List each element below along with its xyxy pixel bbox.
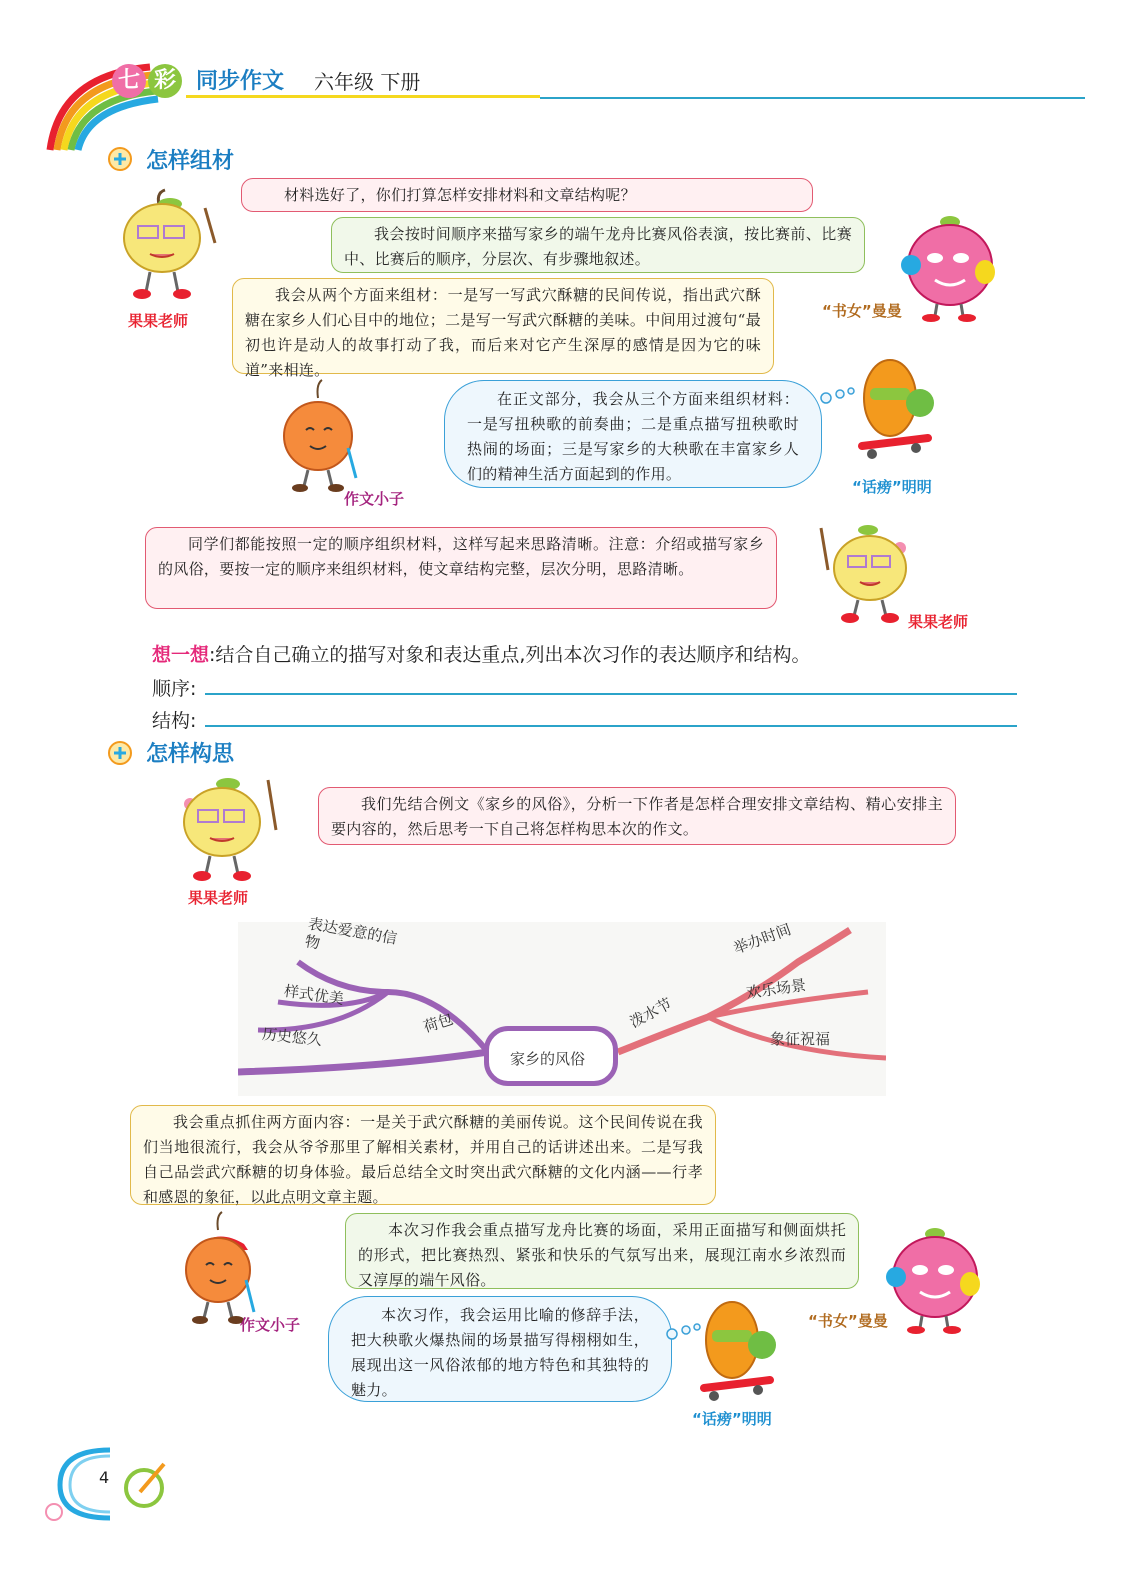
label-talker: “话痨”明明 — [852, 478, 932, 496]
mindmap-right-branch: 泼水节 — [626, 994, 675, 1032]
teacher-apple-avatar-2 — [806, 518, 916, 628]
header-line-blue — [540, 97, 1085, 99]
pencil-star-icon — [107, 146, 133, 172]
bubble-shunv-2: 本次习作我会重点描写龙舟比赛的场面，采用正面描写和侧面烘托的形式，把比赛热烈、紧张和快乐的气氛写出来，展现江南水乡浓烈而又淳厚的端午风俗。 — [345, 1213, 859, 1289]
mindmap-left-item-3: 历史悠久 — [261, 1024, 323, 1050]
think-key: 想一想 — [152, 644, 210, 666]
mindmap-right-item-2: 欢乐场景 — [745, 975, 808, 1003]
label-writer: 作文小子 — [344, 490, 405, 508]
teacher-apple-avatar — [110, 188, 230, 303]
think-prompt — [152, 640, 810, 667]
writer-orange-avatar-2 — [168, 1210, 268, 1325]
talker-mango-avatar — [848, 348, 948, 463]
header-badge-cai: 彩 — [148, 64, 182, 98]
header-line-yellow — [186, 95, 540, 98]
order-answer-line[interactable] — [205, 693, 1017, 695]
bubble-shunv-1: 我会按时间顺序来描写家乡的端午龙舟比赛风俗表演，按比赛前、比赛中、比赛后的顺序，分层次、有步骤地叙述。 — [331, 217, 865, 273]
mindmap-left-item-1: 表达爱意的信物 — [303, 914, 399, 953]
mindmap-center-label: 家乡的风俗 — [510, 1050, 586, 1068]
label-shunv: “书女”曼曼 — [822, 302, 902, 320]
order-label: 顺序: — [152, 678, 197, 700]
structure-label: 结构: — [152, 710, 197, 732]
section1-title: 怎样组材 — [146, 149, 235, 174]
talker-mango-avatar-2 — [690, 1290, 790, 1405]
shunv-peach-avatar — [895, 210, 1005, 325]
bubble-teacher-intro: 我们先结合例文《家乡的风俗》，分析一下作者是怎样合理安排文章结构、精心安排主要内容的，然后思考一下自己将怎样构思本次的作文。 — [318, 787, 956, 845]
page-number: 4 — [99, 1468, 110, 1487]
pencil-star-icon-2 — [107, 740, 133, 766]
label-teacher-3: 果果老师 — [188, 889, 249, 907]
think-text: :结合自己确立的描写对象和表达重点,列出本次习作的表达顺序和结构。 — [209, 644, 811, 666]
structure-answer-line[interactable] — [205, 725, 1017, 727]
bubble-teacher-note: 同学们都能按照一定的顺序组织材料，这样写起来思路清晰。注意：介绍或描写家乡的风俗，要按一定的顺序来组织材料，使文章结构完整，层次分明，思路清晰。 — [145, 527, 777, 609]
section2-title: 怎样构思 — [146, 742, 235, 767]
writer-orange-avatar — [268, 378, 368, 493]
bubble-talker-2: 本次习作，我会运用比喻的修辞手法，把大秧歌火爆热闹的场景描写得栩栩如生，展现出这一风俗浓郁的地方特色和其独特的魅力。 — [328, 1296, 672, 1402]
label-shunv-2: “书女”曼曼 — [808, 1312, 888, 1330]
header-title: 同步作文 — [196, 69, 285, 94]
label-writer-2: 作文小子 — [240, 1316, 301, 1334]
label-talker-2: “话痨”明明 — [692, 1410, 772, 1428]
bubble-teacher-question: 材料选好了，你们打算怎样安排材料和文章结构呢？ — [241, 178, 813, 212]
mindmap-right-item-1: 举办时间 — [730, 920, 794, 958]
shunv-peach-avatar-2 — [880, 1222, 990, 1337]
bubble-talker-1: 在正文部分，我会从三个方面来组织材料：一是写扭秧歌的前奏曲；二是重点描写扭秧歌时热闹的场面；三是写家乡的大秧歌在丰富家乡人们的精神生活方面起到的作用。 — [444, 380, 822, 488]
mindmap-left-branch: 荷包 — [421, 1009, 456, 1037]
bubble-writer-1: 我会从两个方面来组材：一是写一写武穴酥糖的民间传说，指出武穴酥糖在家乡人们心目中的地位；二是写一写武穴酥糖的美味。中间用过渡句“最初也许是动人的故事打动了我，而后来对它产生深厚的感情是因为它的味道”来相连。 — [232, 278, 774, 374]
mindmap-right-item-3: 象征祝福 — [770, 1030, 831, 1048]
bubble-writer-2: 我会重点抓住两方面内容：一是关于武穴酥糖的美丽传说。这个民间传说在我们当地很流行，我会从爷爷那里了解相关素材，并用自己的话讲述出来。二是写我自己品尝武穴酥糖的切身体验。最后总结全文时突出武穴酥糖的文化内涵——行孝和感恩的象征，以此点明文章主题。 — [130, 1105, 716, 1205]
header-badge-qi: 七 — [112, 64, 146, 98]
header-grade: 六年级 下册 — [314, 70, 421, 94]
label-teacher: 果果老师 — [128, 312, 189, 330]
mindmap-left-item-2: 样式优美 — [282, 981, 345, 1009]
teacher-apple-avatar-3 — [168, 770, 288, 885]
label-teacher-2: 果果老师 — [908, 613, 969, 631]
page-swirl-decoration — [40, 1440, 180, 1530]
